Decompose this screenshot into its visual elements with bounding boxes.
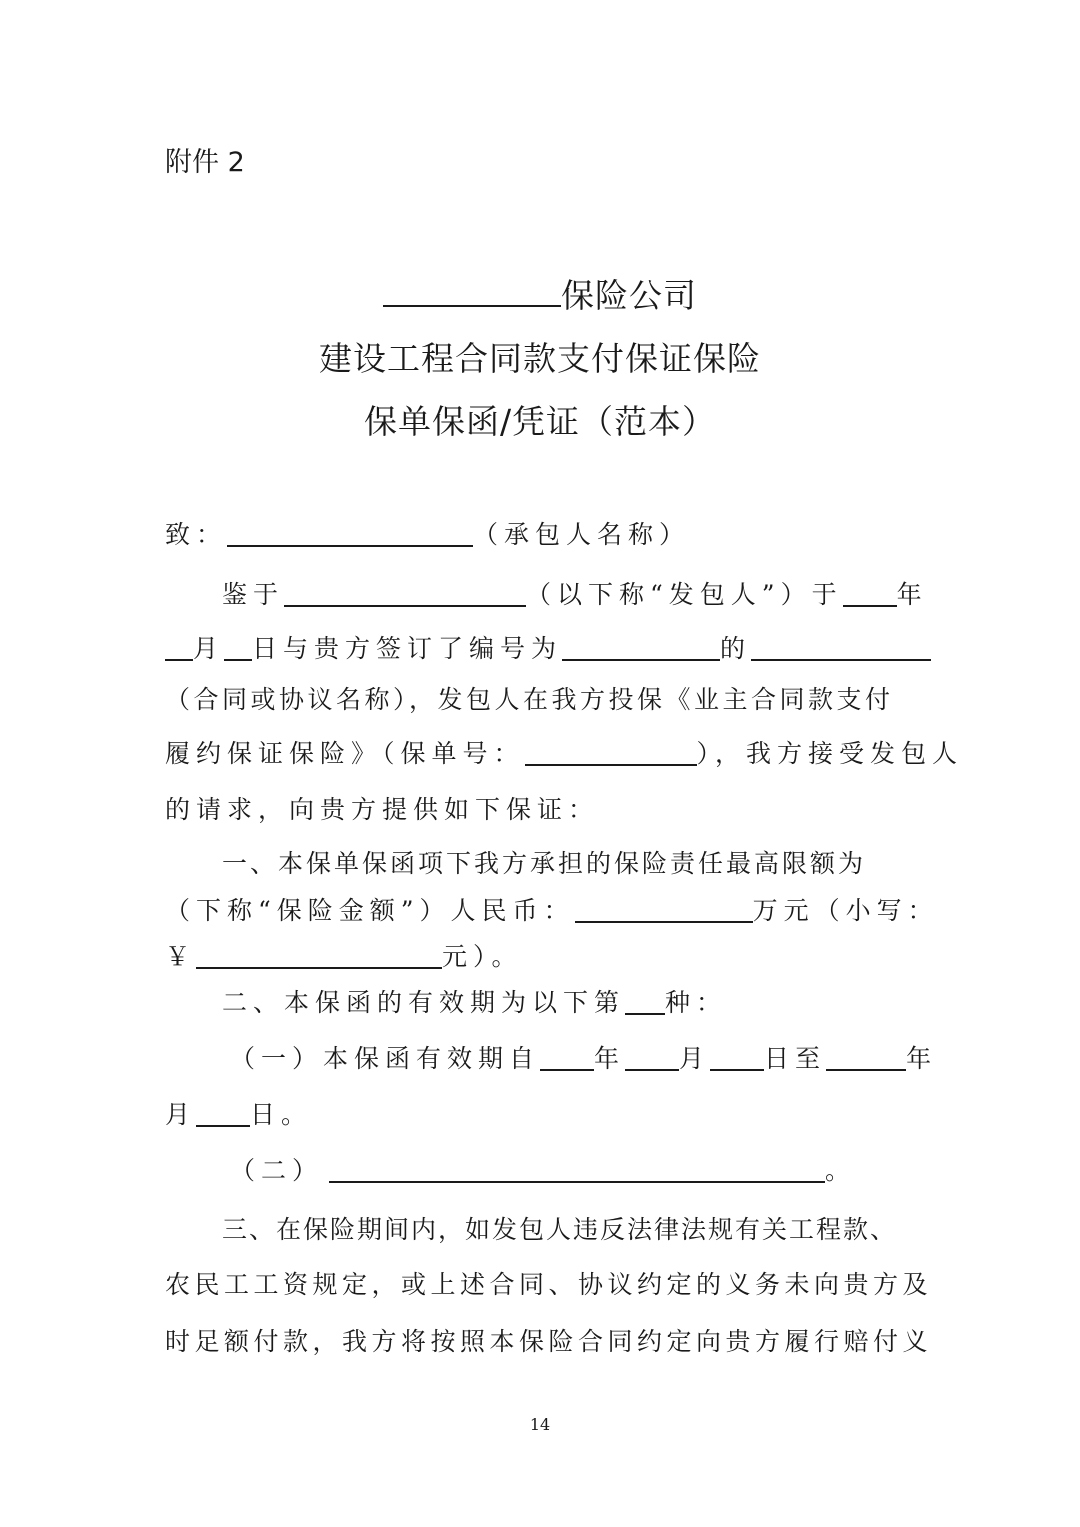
title-line-2: 建设工程合同款支付保证保险 <box>319 339 761 378</box>
text: ￥ <box>165 942 197 971</box>
policy-number-blank <box>525 740 697 766</box>
para4-line2 <box>165 1098 917 1132</box>
title-line-1 <box>0 270 1080 317</box>
text: 万元（小写： <box>752 896 939 925</box>
employer-blank <box>284 581 526 607</box>
text: 日。 <box>250 1100 313 1129</box>
text: （一）本保函有效期自 <box>230 1044 541 1073</box>
para6-line1: 三、在保险期间内，如发包人违反法律法规有关工程款、 <box>222 1215 898 1244</box>
text: 。 <box>825 1156 857 1185</box>
amount-capital-blank <box>575 897 753 923</box>
end-day-blank <box>196 1101 250 1127</box>
contractor-name-blank <box>227 521 473 547</box>
month-blank <box>165 635 193 661</box>
para2-line2 <box>165 894 939 928</box>
para6-line2: 农民工工资规定，或上述合同、协议约定的义务未向贵方及 <box>165 1270 933 1299</box>
day-blank <box>224 635 252 661</box>
text: 种： <box>665 988 728 1017</box>
text: 日至 <box>764 1044 827 1073</box>
text: ），我方接受发包人 <box>696 739 964 768</box>
to-suffix: （承包人名称） <box>473 520 691 549</box>
text: 的 <box>720 634 752 663</box>
text: 年 <box>896 580 928 609</box>
text: 元）。 <box>442 942 523 971</box>
title-line-3: 保单保函/凭证（范本） <box>363 402 717 441</box>
start-day-blank <box>710 1045 764 1071</box>
contract-number-blank <box>562 635 720 661</box>
company-name-blank <box>383 271 561 307</box>
text: 月 <box>193 634 225 663</box>
end-year-blank <box>826 1045 906 1071</box>
start-month-blank <box>625 1045 679 1071</box>
text: 年 <box>594 1044 626 1073</box>
year-blank <box>843 581 897 607</box>
para2-line3 <box>165 940 917 974</box>
para1-line3: （合同或协议名称），发包人在我方投保《业主合同款支付 <box>165 685 894 714</box>
text: 月 <box>165 1100 197 1129</box>
para5-line1 <box>230 1154 917 1188</box>
title-company-suffix: 保险公司 <box>561 276 697 315</box>
text: 鉴于 <box>222 580 285 609</box>
text: （二） <box>230 1156 324 1185</box>
text: 日与贵方签订了编号为 <box>252 634 563 663</box>
para6-line3: 时足额付款，我方将按照本保险合同约定向贵方履行赔付义 <box>165 1327 933 1356</box>
addressee-line <box>165 518 917 552</box>
para1-line2 <box>165 632 917 666</box>
text: 年 <box>906 1044 938 1073</box>
start-year-blank <box>540 1045 594 1071</box>
amount-figures-blank <box>196 943 442 969</box>
text: 二、本保函的有效期为以下第 <box>222 988 626 1017</box>
para1-line5: 的请求，向贵方提供如下保证： <box>165 795 600 824</box>
text: 履约保证保险》（保单号： <box>165 739 525 768</box>
para1-line4 <box>165 737 964 771</box>
contract-name-blank <box>751 635 931 661</box>
para3-line1 <box>222 986 917 1020</box>
text: （下称“保险金额”）人民币： <box>165 896 575 925</box>
attachment-label: 附件 2 <box>165 147 245 178</box>
option-number-blank <box>625 989 665 1015</box>
to-prefix: 致： <box>165 520 228 549</box>
para4-line1 <box>230 1042 938 1076</box>
para2-line1: 一、本保单保函项下我方承担的保险责任最高限额为 <box>222 849 867 878</box>
other-period-blank <box>329 1157 825 1183</box>
page-number: 14 <box>529 1415 551 1434</box>
text: 月 <box>679 1044 711 1073</box>
para1-line1 <box>222 578 928 612</box>
text: （以下称“发包人”）于 <box>526 580 843 609</box>
